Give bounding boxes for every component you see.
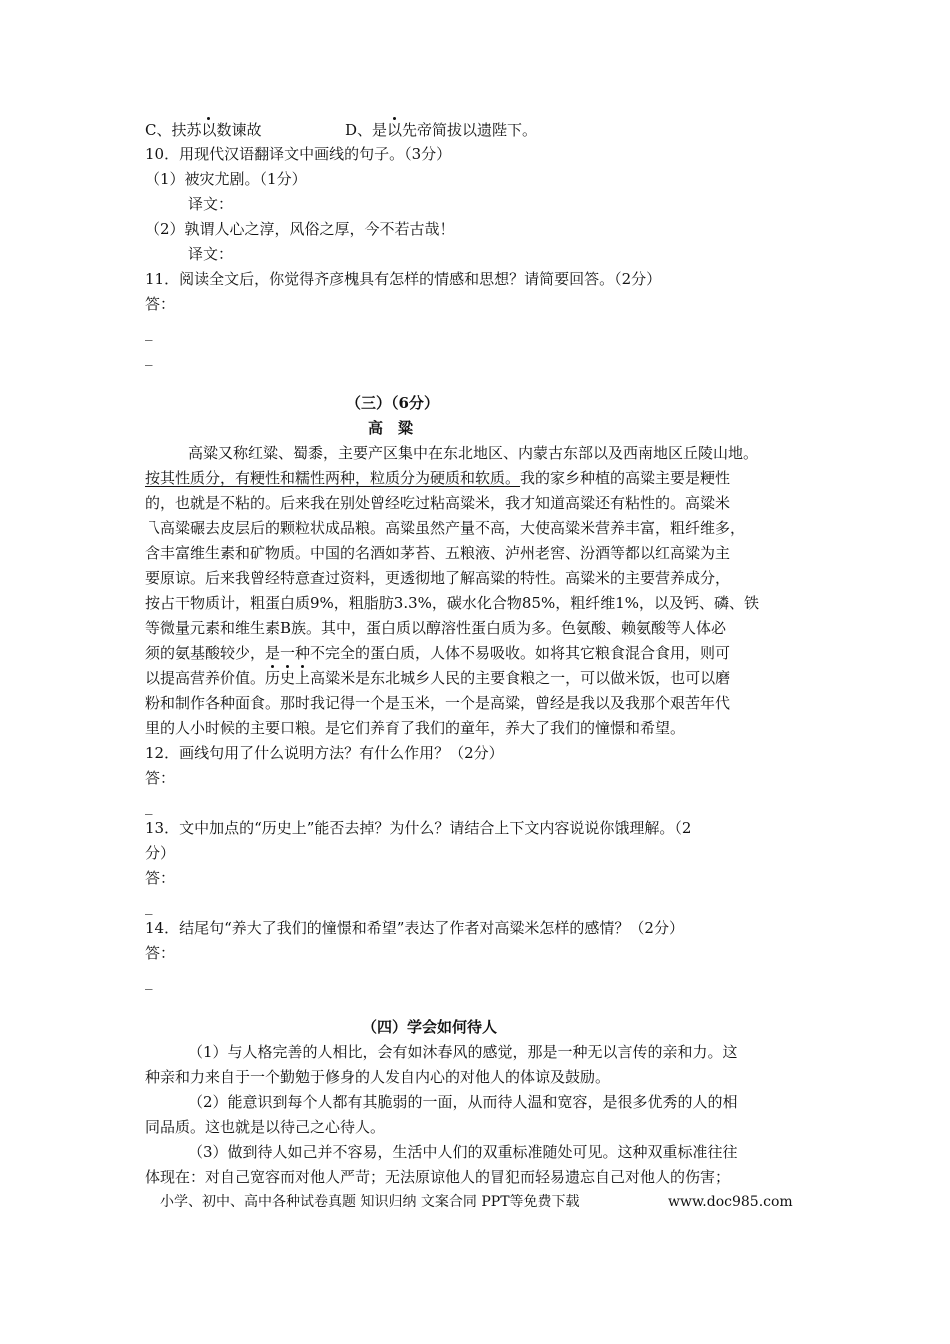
answer-blank-line: _ — [145, 323, 153, 341]
question-14: 14．结尾句“养大了我们的憧憬和希望”表达了作者对高粱米怎样的感情？（2分） — [145, 919, 684, 937]
emphasis-dot-char: 史 — [280, 669, 296, 687]
question-10: 10．用现代汉语翻译文中画线的句子。（3分） — [145, 145, 452, 163]
translation-label-1: 译文： — [188, 195, 234, 213]
question-11: 11．阅读全文后，你觉得齐彦槐具有怎样的情感和思想？请简要回答。（2分） — [145, 270, 662, 288]
answer-label-11: 答： — [145, 295, 176, 313]
paragraph-line: 同品质。这也就是以待己之心待人。 — [145, 1118, 386, 1136]
section-4-heading: （四）学会如何待人 — [362, 1018, 498, 1036]
footer-url[interactable]: www.doc985.com — [668, 1194, 793, 1210]
translation-label-2: 译文： — [188, 245, 234, 263]
paragraph-line: 含丰富维生素和矿物质。中国的名酒如茅苔、五粮液、泸州老窖、汾酒等都以红高粱为主 — [145, 544, 731, 562]
paragraph-line: 里的人小时候的主要口粮。是它们养育了我们的童年，养大了我们的憧憬和希望。 — [145, 719, 686, 737]
paragraph-line: 乁高粱碾去皮层后的颗粒状成品粮。高粱虽然产量不高，大使高粱米营养丰富，粗纤维多， — [145, 519, 746, 537]
section-3-title: 高 粱 — [368, 419, 414, 437]
emphasis-dot-char: 上 — [295, 669, 311, 687]
question-12: 12．画线句用了什么说明方法？有什么作用？（2分） — [145, 744, 504, 762]
paragraph-line: 种亲和力来自于一个勤勉于修身的人发自内心的对他人的体谅及鼓励。 — [145, 1068, 611, 1086]
question-10-1: （1）被灾尤剧。（1分） — [145, 170, 307, 188]
answer-blank-line: _ — [145, 797, 153, 815]
question-13: 13．文中加点的“历史上”能否去掉？为什么？请结合上下文内容说说你饿理解。（2 — [145, 819, 692, 837]
answer-label-13: 答： — [145, 869, 176, 887]
question-13-cont: 分） — [145, 844, 176, 862]
answer-blank-line: _ — [145, 897, 153, 915]
emphasis-dot-char: 以 — [387, 121, 403, 139]
paragraph-line: 粉和制作各种面食。那时我记得一个是玉米，一个是高粱，曾经是我以及我那个艰苦年代 — [145, 694, 731, 712]
paragraph-line: 的，也就是不粘的。后来我在别处曾经吃过粘高粱米，我才知道高粱还有粘性的。高粱米 — [145, 494, 731, 512]
dotted-phrase — [265, 669, 310, 687]
answer-blank-line: _ — [145, 348, 153, 366]
paragraph-line: （1）与人格完善的人相比，会有如沐春风的感觉，那是一种无以言传的亲和力。这 — [188, 1043, 738, 1061]
paragraph-line: 高粱又称红粱、蜀黍，主要产区集中在东北地区、内蒙古东部以及西南地区丘陵山地。 — [188, 444, 759, 462]
paragraph-line: （3）做到待人如己并不容易，生活中人们的双重标准随处可见。这种双重标准往往 — [188, 1143, 738, 1161]
paragraph-line: 等微量元素和维生素B族。其中，蛋白质以醇溶性蛋白质为多。色氨酸、赖氨酸等人体必 — [145, 619, 727, 637]
underlined-sentence: 按其性质分，有粳性和糯性两种，粒质分为硬质和软质。 — [145, 469, 521, 487]
section-3-heading: （三）（6分） — [346, 394, 439, 412]
option-c: C、扶苏以数谏故 — [145, 121, 262, 139]
paragraph-line: 须的氨基酸较少，是一种不完全的蛋白质，人体不易吸收。如将其它粮食混合食用，则可 — [145, 644, 731, 662]
paragraph-line: （2）能意识到每个人都有其脆弱的一面，从而待人温和宽容，是很多优秀的人的相 — [188, 1093, 738, 1111]
paragraph-line: 按其性质分，有粳性和糯性两种，粒质分为硬质和软质。我的家乡种植的高粱主要是粳性 — [145, 469, 731, 487]
answer-label-14: 答： — [145, 944, 176, 962]
question-10-2: （2）孰谓人心之淳，风俗之厚，今不若古哉！ — [145, 220, 455, 238]
option-d: D、是以先帝简拔以遗陛下。 — [345, 121, 538, 139]
emphasis-dot-char: 以 — [201, 121, 217, 139]
footer-text: 小学、初中、高中各种试卷真题 知识归纳 文案合同 PPT等免费下载 — [160, 1194, 580, 1210]
paragraph-line: 按占干物质计，粗蛋白质9%，粗脂肪3.3%，碳水化合物85%，粗纤维1%，以及钙、磷、铁 — [145, 594, 760, 612]
paragraph-line: 以提高营养价值。历史上高粱米是东北城乡人民的主要食粮之一，可以做米饭，也可以磨 — [145, 669, 731, 687]
paragraph-line: 体现在：对自己宽容而对他人严苛；无法原谅他人的冒犯而轻易遗忘自己对他人的伤害； — [145, 1168, 731, 1186]
emphasis-dot-char: 历 — [265, 669, 281, 687]
answer-label-12: 答： — [145, 769, 176, 787]
paragraph-line: 要原谅。后来我曾经特意查过资料，更透彻地了解高粱的特性。高粱米的主要营养成分， — [145, 569, 731, 587]
answer-blank-line: _ — [145, 972, 153, 990]
